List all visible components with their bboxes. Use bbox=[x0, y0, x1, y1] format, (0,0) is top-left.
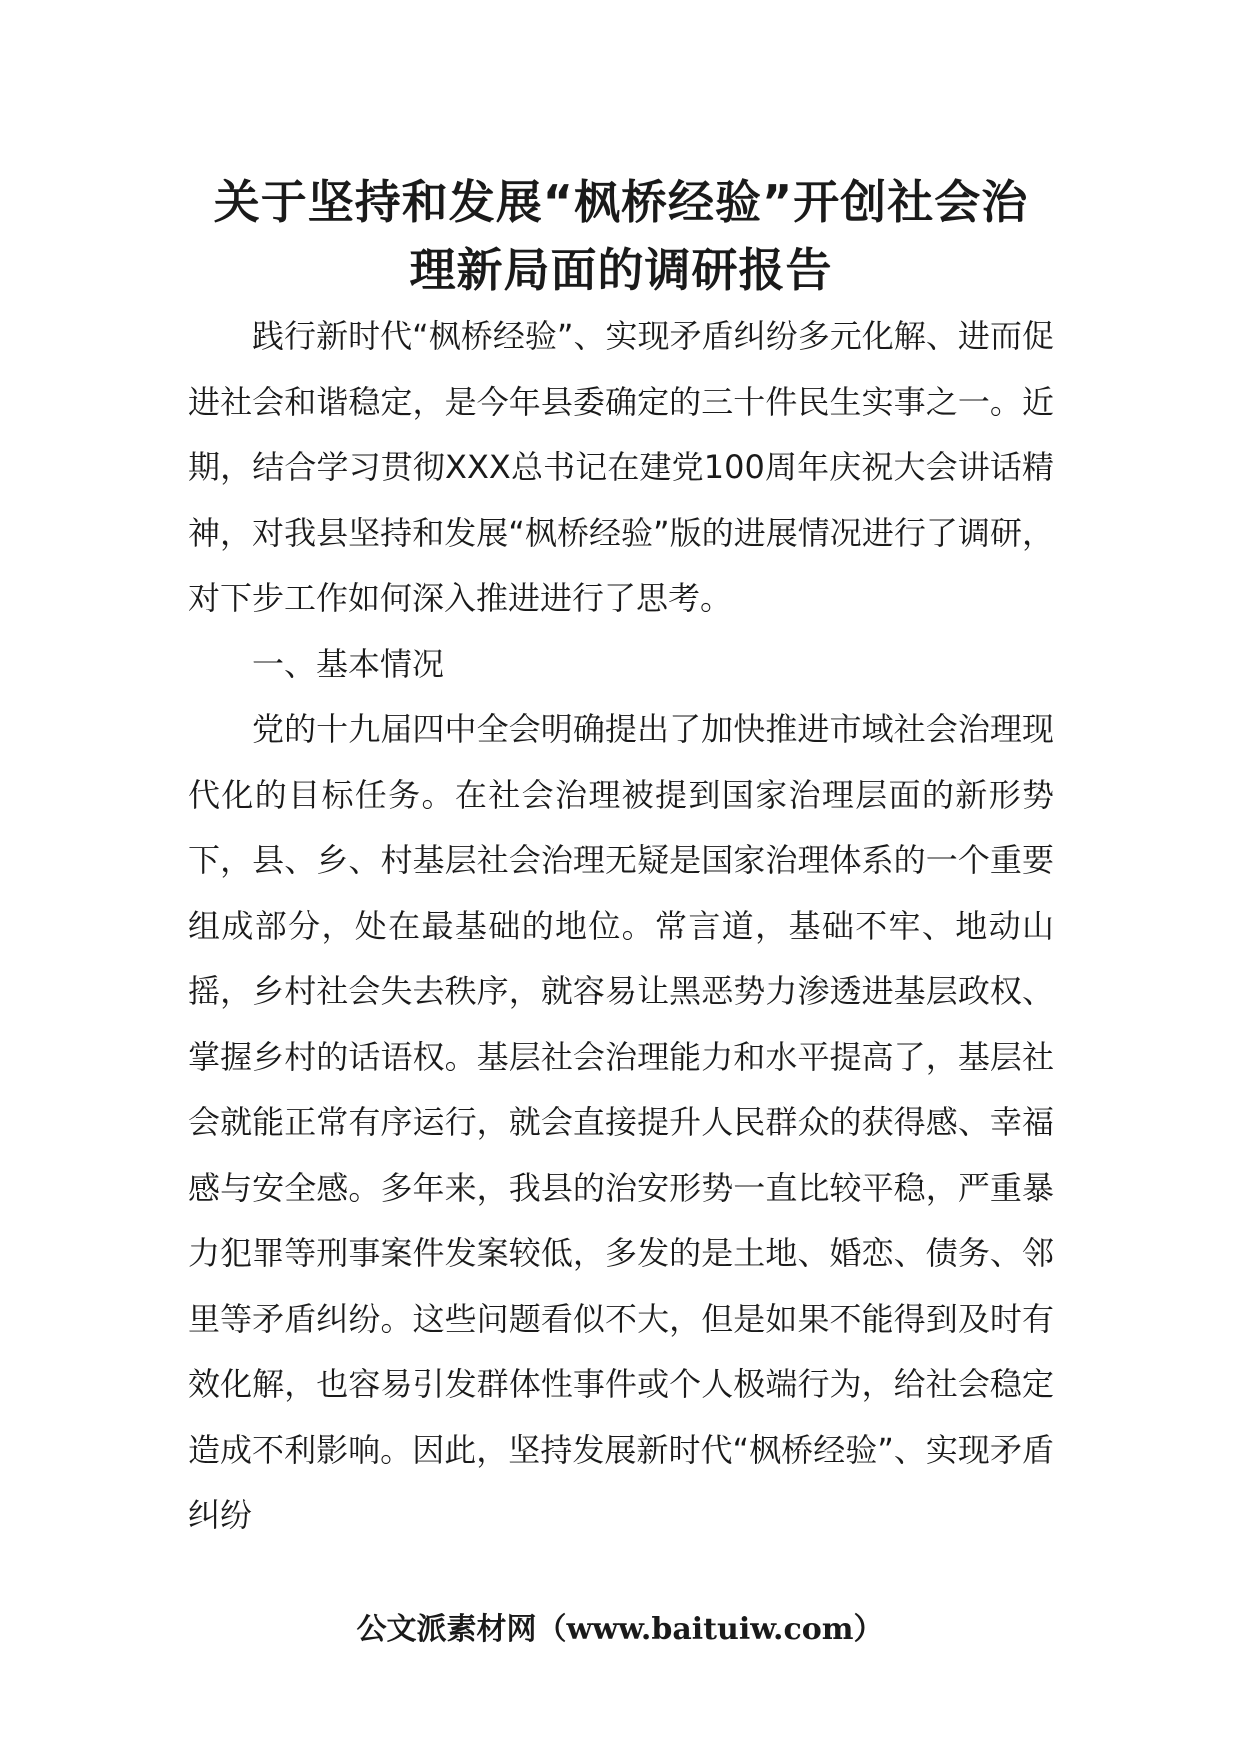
title-line-2: 理新局面的调研报告 bbox=[409, 243, 833, 297]
section-heading-basic-situation: 一、基本情况 bbox=[252, 644, 445, 683]
document-title bbox=[188, 168, 1054, 304]
title-line-1: 关于坚持和发展“枫桥经验”开创社会治 bbox=[213, 175, 1029, 229]
footer-watermark: 公文派素材网（www.baituiw.com） bbox=[356, 1612, 884, 1647]
section-paragraph: 党的十九届四中全会明确提出了加快推进市域社会治理现代化的目标任务。在社会治理被提到国家治理层面的新形势下，县、乡、村基层社会治理无疑是国家治理体系的一个重要组成部分，处在最基础的地位。常言道，基础不牢、地动山摇，乡村社会失去秩序，就容易让黑恶势力渗透进基层政权、掌握乡村的话语权。基层社会治理能力和水平提高了，基层社会就能正常有序运行，就会直接提升人民群众的获得感、幸福感与安全感。多年来，我县的治安形势一直比较平稳，严重暴力犯罪等刑事案件发案较低，多发的是土地、婚恋、债务、邻里等矛盾纠纷。这些问题看似不大，但是如果不能得到及时有效化解，也容易引发群体性事件或个人极端行为，给社会稳定造成不利影响。因此，坚持发展新时代“枫桥经验”、实现矛盾纠纷 bbox=[188, 710, 1054, 1534]
document-body bbox=[188, 168, 1054, 1549]
intro-paragraph: 践行新时代“枫桥经验”、实现矛盾纠纷多元化解、进而促进社会和谐稳定，是今年县委确定的三十件民生实事之一。近期，结合学习贯彻XXX总书记在建党100周年庆祝大会讲话精神，对我县坚持和发展“枫桥经验”版的进展情况进行了调研，对下步工作如何深入推进进行了思考。 bbox=[188, 317, 1054, 617]
